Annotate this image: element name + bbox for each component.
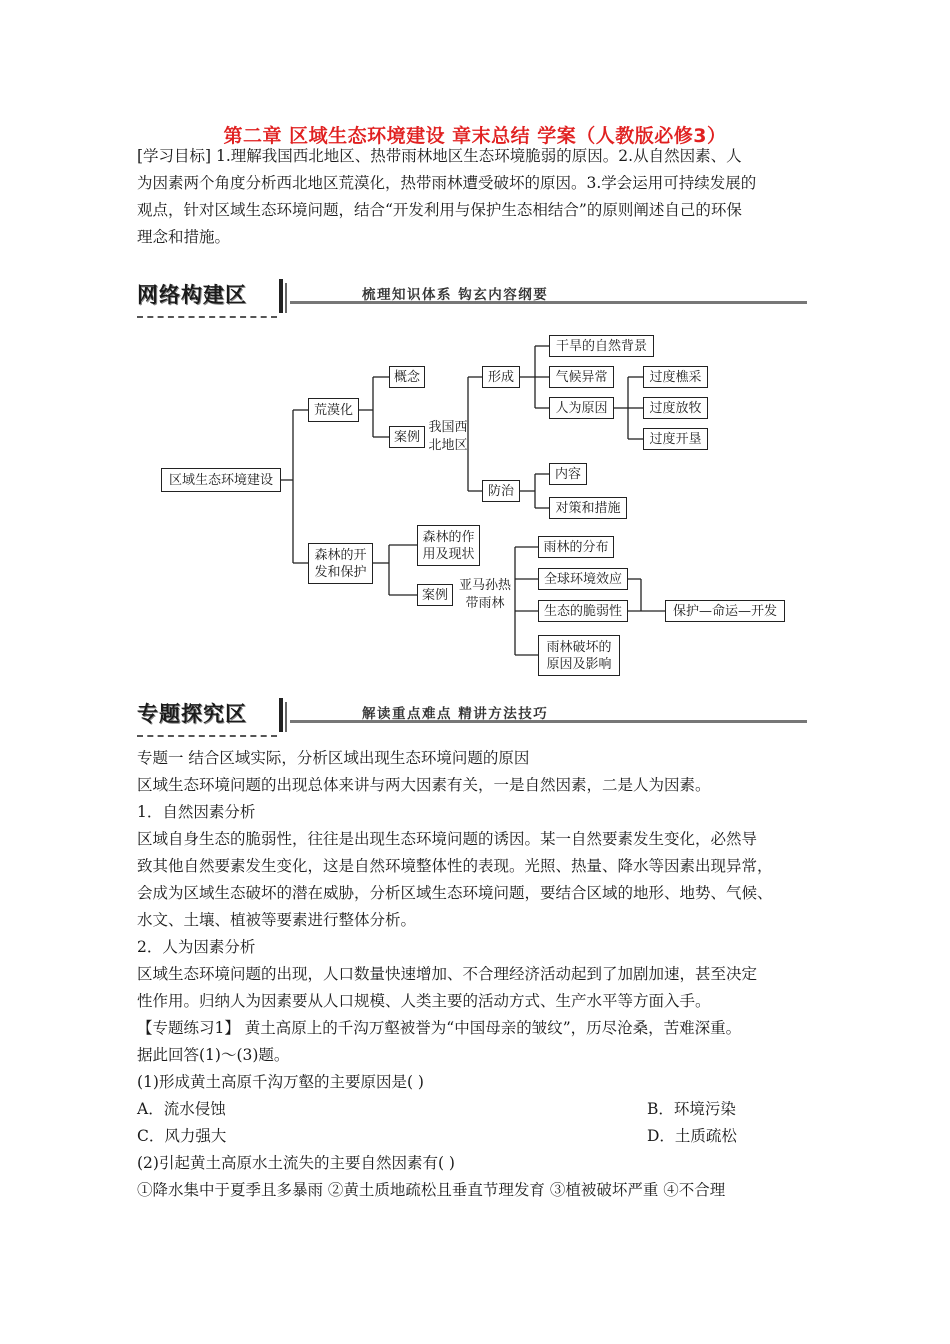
- node-root: 区域生态环境建设: [161, 468, 281, 492]
- label-line: 带雨林: [465, 596, 505, 611]
- node-measures: 对策和措施: [549, 497, 627, 519]
- node-climate-anomaly: 气候异常: [549, 366, 614, 388]
- paragraph-line: 会成为区域生态破坏的潜在威胁，分析区域生态环境问题，要结合区域的地形、地势、气候、: [137, 884, 773, 902]
- node-desertification: 荒漠化: [308, 398, 359, 422]
- node-forest-role: [417, 525, 480, 566]
- option-d: D．土质疏松: [647, 1127, 737, 1145]
- node-concept: 概念: [389, 366, 425, 388]
- page-title: 第二章 区域生态环境建设 章末总结 学案（人教版必修3）: [223, 125, 727, 147]
- banner-title: 专题探究区: [137, 702, 247, 726]
- section-banner-topics: [137, 698, 807, 730]
- node-content: 内容: [549, 463, 587, 485]
- node-fragility: 生态的脆弱性: [538, 600, 628, 622]
- paragraph: 区域生态环境问题的出现总体来讲与两大因素有关，一是自然因素，二是人为因素。: [137, 776, 711, 794]
- banner-bar: [285, 702, 287, 732]
- node-human-cause: 人为原因: [549, 397, 614, 419]
- topic-heading: 专题一 结合区域实际，分析区域出现生态环境问题的原因: [137, 749, 530, 767]
- paragraph-line: 水文、土壤、植被等要素进行整体分析。: [137, 911, 417, 929]
- node-global-effect: 全球环境效应: [538, 568, 628, 590]
- option-a: A．流水侵蚀: [137, 1100, 226, 1118]
- paragraph-line: 区域生态环境问题的出现，人口数量快速增加、不合理经济活动起到了加剧加速，甚至决定: [137, 965, 758, 983]
- banner-subtitle: 解读重点难点 精讲方法技巧: [362, 706, 549, 722]
- node-line: 用及现状: [422, 546, 475, 562]
- question-1: (1)形成黄土高原千沟万壑的主要原因是( ): [137, 1073, 424, 1091]
- paragraph-line: 性作用。归纳人为因素要从人口规模、人类主要的活动方式、生产水平等方面入手。: [137, 992, 711, 1010]
- node-formation: 形成: [482, 366, 520, 388]
- options-row: [137, 1096, 837, 1123]
- node-line: 原因及影响: [546, 656, 612, 672]
- topic-body: [137, 745, 837, 1204]
- node-forest-development: [308, 543, 373, 584]
- banner-title: 网络构建区: [137, 283, 247, 307]
- label-line: 北地区: [428, 438, 468, 453]
- question-2-options: ①降水集中于夏季且多暴雨 ②黄土质地疏松且垂直节理发育 ③植被破坏严重 ④不合理: [137, 1181, 726, 1199]
- banner-subtitle: 梳理知识体系 钩玄内容纲要: [362, 287, 549, 303]
- node-overreclamation: 过度开垦: [643, 428, 708, 450]
- subheading-human: 2．人为因素分析: [137, 938, 256, 956]
- objective-line: 为因素两个角度分析西北地区荒漠化，热带雨林遭受破坏的原因。3.学会运用可持续发展的: [137, 174, 757, 192]
- node-overcutting: 过度樵采: [643, 366, 708, 388]
- node-destruction: [538, 635, 620, 676]
- node-case-northwest: 案例: [389, 426, 425, 448]
- paragraph-line: 区域自身生态的脆弱性，往往是出现生态环境问题的诱因。某一自然要素发生变化，必然导: [137, 830, 758, 848]
- label-line: 我国西: [428, 420, 468, 435]
- objective-line: [学习目标] 1.理解我国西北地区、热带雨林地区生态环境脆弱的原因。2.从自然因素、人: [137, 147, 742, 165]
- subheading-natural: 1．自然因素分析: [137, 803, 256, 821]
- objective-line: 理念和措施。: [137, 228, 231, 246]
- node-line: 雨林破坏的: [546, 639, 612, 655]
- label-amazon-region: [455, 577, 515, 613]
- option-c: C．风力强大: [137, 1127, 227, 1145]
- node-case-amazon: 案例: [417, 584, 453, 606]
- objective-line: 观点，针对区域生态环境问题，结合“开发利用与保护生态相结合”的原则阐述自己的环保: [137, 201, 742, 219]
- node-protect-development: 保护—命运—开发: [665, 600, 785, 622]
- label-northwest-region: [427, 419, 469, 455]
- options-row: [137, 1123, 837, 1150]
- node-line: 森林的开: [314, 547, 367, 563]
- option-b: B．环境污染: [647, 1100, 736, 1118]
- exercise-stem: 【专题练习1】 黄土高原上的千沟万壑被誉为“中国母亲的皱纹”，历尽沧桑，苦难深重。: [137, 1019, 742, 1037]
- banner-underline: [137, 735, 277, 737]
- node-rainforest-distribution: 雨林的分布: [538, 536, 614, 558]
- node-line: 森林的作: [422, 529, 475, 545]
- banner-bar: [279, 698, 283, 732]
- exercise-stem: 据此回答(1)～(3)题。: [137, 1046, 290, 1064]
- paragraph-line: 致其他自然要素发生变化，这是自然环境整体性的表现。光照、热量、降水等因素出现异常，: [137, 857, 773, 875]
- node-dry-background: 干旱的自然背景: [549, 335, 654, 357]
- question-2: (2)引起黄土高原水土流失的主要自然因素有( ): [137, 1154, 455, 1172]
- node-control: 防治: [482, 480, 520, 502]
- node-line: 发和保护: [314, 564, 367, 580]
- node-overgrazing: 过度放牧: [643, 397, 708, 419]
- label-line: 亚马孙热: [458, 578, 511, 593]
